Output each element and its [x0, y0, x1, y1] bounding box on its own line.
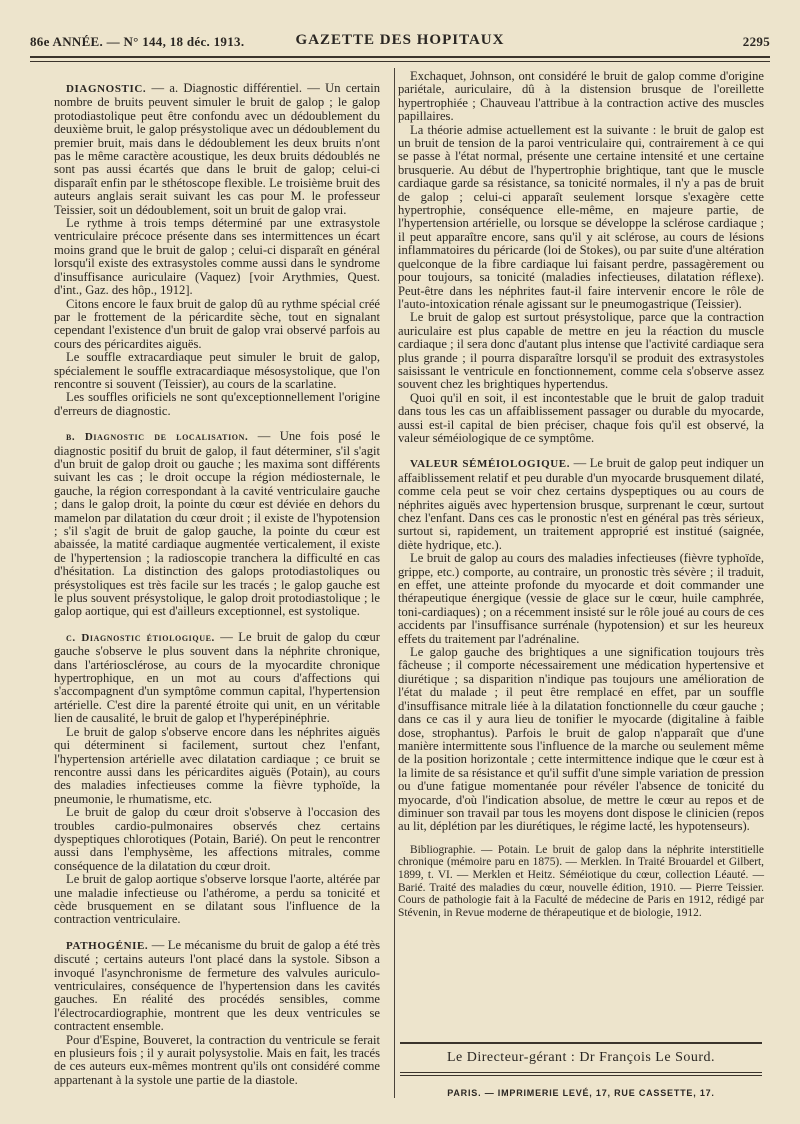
paragraph [54, 217, 380, 297]
section-heading: c. Diagnostic étiologique. [66, 631, 215, 644]
column-divider [394, 68, 395, 1098]
paragraph [54, 726, 380, 806]
paragraph [54, 631, 380, 726]
right-column [398, 70, 764, 919]
paragraph-text: Les souffles orificiels ne sont qu'exceptionnellement l'origine d'erreurs de diagnostic. [54, 390, 380, 418]
left-column [54, 70, 380, 1087]
paragraph [54, 82, 380, 217]
paragraph-text: Exchaquet, Johnson, ont considéré le bruit de galop comme d'origine pariétale, auriculaire, dû à la distension brusque de l'oreillette hypertrophiée ; Chauveau l'attribue à la contraction active des muscles papillaires. [398, 69, 764, 124]
paragraph-text: Quoi qu'il en soit, il est incontestable que le bruit de galop traduit dans tous les cas un affaiblissement passager ou durable du myocarde, aussi est-il capital de bien préciser, chaque fois qu'il est observé, la valeur séméiologique de ce symptôme. [398, 390, 764, 445]
paragraph-text: Le bruit de galop est surtout présystolique, parce que la contraction auriculaire est plus capable de mettre en jeu la réaction du muscle cardiaque ; il sera donc d'autant plus intense que l'activité cardiaque sera plus grande ; il pourra disparaître lorsqu'il se produit des extrasystoles saisissant le ventricule en fonctionnement, comme cela s'observe assez souvent chez les brightiques hypertendus. [398, 310, 764, 392]
paragraph-text: — Le mécanisme du bruit de galop a été très discuté ; certains auteurs l'ont placé dans la systole. Sibson a invoqué l'asynchronisme de fermeture des valvules auriculo-ventriculaires, conséquence de l'hypertension dans les cavités gauches. En réalité des procédés sensibles, comme l'électrocardiographie, montrent que les deux ventricules se contractent ensemble. [54, 937, 380, 1034]
paragraph-text: Le bruit de galop s'observe encore dans les néphrites aiguës qui déterminent si facilement, surtout chez l'enfant, l'hypertension artérielle avec dilatation cardiaque ; ce bruit se rencontre aussi dans les péricardites aiguës (Potain), au cours des maladies infectieuses comme la fièvre typhoïde, la pneumonie, le rhumatisme, etc. [54, 724, 380, 806]
paragraph-text: Citons encore le faux bruit de galop dû au rythme spécial créé par le frottement de la péricardite sèche, tout en signalant cependant l'existence d'un bruit de galop vrai observé parfois au cours des péricardites aiguës. [54, 296, 380, 351]
paragraph-text: La théorie admise actuellement est la suivante : le bruit de galop est un bruit de tension de la paroi ventriculaire qui, contrairement à ce qui se passe à l'état normal, présente une certaine intensité et une certaine brusquerie. Au début de l'hypertrophie brightique, tant que le muscle cardiaque garde sa résistance, sa tonicité normales, il n'y a pas de bruit de galop ; celui-ci apparaît seulement lorsque s'exagère cette hypertrophie, conséquence elle-même, en majeure partie, de l'hypertension artérielle, ou lorsque se développe la sclérose cardiaque ; il peut apparaître encore, sans qu'il y ait sclérose, au cours de lésions inflammatoires du péricarde (loi de Stokes), ou par suite d'une altération quelconque de la fibre cardiaque lui faisant perdre, passagèrement ou pour toujours, sa tonicité (maladies infectieuses, dilatation réflexe). Peut-être dans les néphrites faut-il faire intervenir encore le rôle de l'auto-intoxication rénale agissant sur le pneumogastrique (Teissier). [398, 122, 764, 311]
paragraph [54, 873, 380, 927]
paragraph-text: — a. Diagnostic différentiel. — Un certain nombre de bruits peuvent simuler le bruit de galop ; le galop protodiastolique peut être confondu avec un dédoublement du deuxième bruit, le galop présystolique avec un dédoublement du premier bruit, mais dans le dédoublement les deux bruits n'ont pas le même caractère acoustique, les deux bruits dédoublés ne sont pas aussi écartés que dans le bruit de galop; celui-ci disparaît enfin par le sthétoscope flexible. Le troisième bruit des auteurs anglais serait suivant les cas pour M. le professeur Teissier, soit un dédoublement, soit un bruit de galop vrai. [54, 81, 380, 217]
paragraph-text: Le souffle extracardiaque peut simuler le bruit de galop, spécialement le souffle extracardiaque mésosystolique, que l'on rencontre si souvent (Teissier), au cours de la scarlatine. [54, 350, 380, 391]
paragraph [398, 392, 764, 446]
paragraph-text: — Une fois posé le diagnostic positif du bruit de galop, il faut déterminer, s'il s'agit d'un bruit de galop droit ou gauche ; les maxima sont différents suivant les cas ; le droit occupe la région médiosternale, le gauche, la région correspondant à la cavité ventriculaire gauche ; dans le galop droit, la pointe du cœur est déviée en dehors du mamelon par dilatation du cœur droit ; il existe de l'hypotension ; s'il s'agit de bruit de galop gauche, la pointe du cœur est abaissée, la matité cardiaque augmentée verticalement, il existe de l'hypertension ; la radioscopie tranchera la difficulté en cas d'hésitation. La distinction des galops protodiastoliques ou présystoliques est très facile sur les tracés ; le galop gauche est le plus souvent présystolique, le galop droit protodiastolique ; le galop aortique, qui est d'ailleurs exceptionnel, est systolique. [54, 429, 380, 619]
printer-line: PARIS. — IMPRIMERIE LEVÉ, 17, RUE CASSETTE, 17. [447, 1088, 715, 1098]
header-rule-thin [30, 61, 770, 62]
paragraph-text: Le bruit de galop du cœur droit s'observe à l'occasion des troubles cardio-pulmonaires observés chez certains dyspeptiques chlorotiques (Potain, Barié). On peut le rencontrer aussi dans l'emphysème, les affections mitrales, comme conséquence de la dilatation du cœur droit. [54, 805, 380, 873]
paragraph [398, 70, 764, 124]
paragraph [54, 806, 380, 873]
paragraph-text: Le bruit de galop aortique s'observe lorsque l'aorte, altérée par une maladie infectieuse ou l'athérome, a perdu sa tonicité et cède brusquement en se dilatant sous l'influence de la contraction ventriculaire. [54, 872, 380, 927]
paragraph [54, 391, 380, 418]
paragraph-text: Pour d'Espine, Bouveret, la contraction du ventricule se ferait en plusieurs fois ; il y aurait polysystolie. Mais en fait, les tracés de ces auteurs eux-mêmes montrent qu'ils ont considéré comme appartenant à la systole une partie de la diastole. [54, 1032, 380, 1087]
paragraph-text: Le rythme à trois temps déterminé par une extrasystole ventriculaire précoce présente dans ses intermittences un écart moins grand que le bruit de galop ; celui-ci disparaît en général lorsqu'il existe des extrasystoles comme aussi dans le syndrome d'insuffisance auriculaire (Vaquez) [voir Arythmies, Quest. d'int., Gaz. des hôp., 1912]. [54, 216, 380, 298]
paragraph [398, 311, 764, 391]
section-heading: b. Diagnostic de localisation. [66, 431, 249, 444]
section-heading: VALEUR SÉMÉIOLOGIQUE. [410, 458, 571, 471]
section-heading: PATHOGÉNIE. [66, 939, 149, 952]
paragraph [54, 351, 380, 391]
paragraph-text: — Le bruit de galop du cœur gauche s'observe le plus souvent dans la néphrite chronique, dans l'artériosclérose, au cours de la myocardite chronique hypertrophique, en un mot au cours d'affections qui s'accompagnent d'un symptôme commun capital, l'hypertension artérielle. C'est dire la parenté étroite qui unit, en un véritable lien de causalité, le bruit de galop et l'hyperépinéphrie. [54, 629, 380, 726]
paragraph [54, 298, 380, 352]
footer-rule-thin [400, 1072, 762, 1073]
paragraph-text: Le galop gauche des brightiques a une signification toujours très fâcheuse ; il comporte nécessairement une médication hypertensive et diurétique ; sa disparition n'indique pas toujours une amélioration de l'état du malade ; il peut être remplacé en effet, par un souffle d'insuffisance mitrale liée à la dilatation fonctionnelle du cœur gauche ; dans ce cas il y aura lieu de tonifier le myocarde (digitaline à faible dose, strophantus). Parfois le bruit de galop n'apparaît que d'une manière intermittente sous l'influence de la marche ou seulement même de la position horizontale ; cette intermittence indique que le cœur est à la limite de sa résistance et qu'il suffit d'une simple variation de pression ou d'une fatigue momentanée pour révéler l'absence de tonicité du myocarde, d'où l'indication absolue, de mettre le cœur au repos et de diminuer son travail par tous les moyens dont dispose le clinicien (repos au lit, déplétion par les diurétiques, le régime lacté, les hypotenseurs). [398, 645, 764, 834]
section-heading: DIAGNOSTIC. [66, 83, 147, 95]
paragraph [54, 1034, 380, 1088]
footer-rule [400, 1042, 762, 1044]
paragraph [54, 939, 380, 1034]
director-signature: Le Directeur-gérant : Dr François Le Sourd. [446, 1050, 716, 1065]
header-rule [30, 56, 770, 58]
page-number: 2295 [742, 34, 770, 49]
bibliography: Bibliographie. — Potain. Le bruit de galop dans la néphrite interstitielle chronique (mémoire paru en 1875). — Merklen. In Traité Brouardel et Gilbert, 1899, t. VI. — Merklen et Heitz. Séméiotique du cœur, collection Léauté. — Barié. Traité des maladies du cœur, nouvelle édition, 1910. — Pierre Teissier. Cours de pathologie fait à la Faculté de médecine de Paris en 1912, rédigé par Stévenin, in Revue moderne de thérapeutique et de biologie, 1912. [398, 843, 764, 919]
paragraph [398, 457, 764, 552]
page-header [30, 30, 770, 50]
paragraph [398, 552, 764, 646]
paragraph [54, 430, 380, 619]
paragraph-text: Le bruit de galop au cours des maladies infectieuses (fièvre typhoïde, grippe, etc.) comporte, au contraire, un pronostic très sévère ; il traduit, en effet, une atteinte profonde du myocarde et doit commander une thérapeutique énergique (vessie de glace sur le cœur, huile camphrée, toni-cardiaques) ; on a récemment insisté sur le rôle joué au cours de ces accidents par l'insuffisance surrénale (hypotension) et sur les heureux effets du traitement par l'adrénaline. [398, 551, 764, 646]
paragraph [398, 124, 764, 312]
issue-info: 86e ANNÉE. — N° 144, 18 déc. 1913. [30, 34, 245, 49]
paragraph-text: — Le bruit de galop peut indiquer un affaiblissement relatif et peu durable d'un myocarde brusquement dilaté, comme cela peut se voir chez certains dyspeptiques ou au cours de néphrites aiguës avec hypertension brusque, surprenant le cœur, surtout chez l'enfant. Dans ces cas le pronostic n'est en général pas très sérieux, surtout si, rapidement, un traitement approprié est institué (saignée, diète hydrique, etc.). [398, 456, 764, 552]
paragraph [398, 646, 764, 834]
journal-title: GAZETTE DES HOPITAUX [295, 32, 505, 48]
footer-rule-thin-2 [400, 1075, 762, 1076]
